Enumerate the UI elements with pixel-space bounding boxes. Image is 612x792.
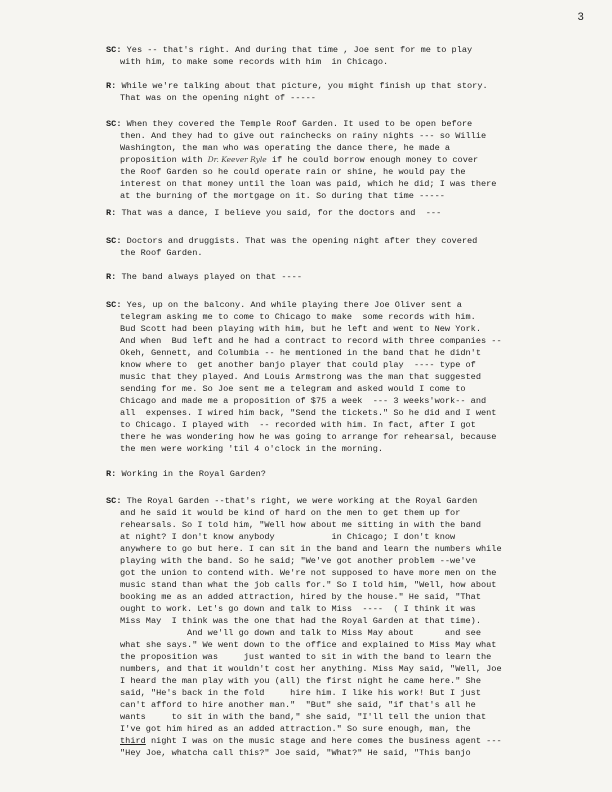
transcript-line: R: Working in the Royal Garden? xyxy=(106,469,266,479)
transcript-line: all expenses. I wired him back, "Send the tickets." So he did and I went xyxy=(120,408,497,418)
transcript-entry xyxy=(106,271,584,283)
transcript-line: know where to get another banjo player that could play ---- type of xyxy=(120,360,476,370)
transcript-line: Washington, the man who was operating the dance there, he made a xyxy=(120,143,451,153)
transcript-line: ought to work. Let's go down and talk to Miss ---- ( I think it was xyxy=(120,604,476,614)
speaker-label: R: xyxy=(106,81,122,91)
transcript-line: And we'll go down and talk to Miss May about and see xyxy=(120,628,481,638)
transcript-line: I've got him hired as an added attraction." So sure enough, man, the xyxy=(120,724,471,734)
transcript-line: the Roof Garden. xyxy=(120,248,203,258)
transcript-line: at the burning of the mortgage on it. So during that time ----- xyxy=(120,191,445,201)
transcript-line: proposition with Dr. Keever Ryle if he could borrow enough money to cover xyxy=(120,155,479,165)
transcript-line: R: That was a dance, I believe you said, for the doctors and --- xyxy=(106,208,442,218)
transcript-line: sending for me. So Joe sent me a telegram and asked would I come to xyxy=(120,384,466,394)
transcript-line: wants to sit in with the band," she said, "I'll tell the union that xyxy=(120,712,487,722)
transcript-line: I heard the man play with you (all) the first night he came here." She xyxy=(120,676,481,686)
transcript-entry xyxy=(106,495,584,759)
transcript-line: R: The band always played on that ---- xyxy=(106,272,302,282)
transcript-line: anywhere to go but here. I can sit in the band and learn the numbers while xyxy=(120,544,502,554)
transcript-line: SC: Yes, up on the balcony. And while playing there Joe Oliver sent a xyxy=(106,300,462,310)
transcript-line: at night? I don't know anybody in Chicago; I don't know xyxy=(120,532,456,542)
transcript-entry xyxy=(106,207,584,219)
transcript-line: Okeh, Gennett, and Columbia -- he mentioned in the band that he didn't xyxy=(120,348,481,358)
transcript-line: Miss May I think was the one that had the Royal Garden at that time). xyxy=(120,616,481,626)
speaker-label: R: xyxy=(106,272,122,282)
transcript-line: telegram asking me to come to Chicago to make some records with him. xyxy=(120,312,476,322)
transcript-line: the proposition was just wanted to sit in with the band to learn the xyxy=(120,652,492,662)
transcript-line: numbers, and that it wouldn't cost her anything. Miss May said, "Well, Joe xyxy=(120,664,502,674)
transcript-line: to Chicago. I played with -- recorded with him. In fact, after I got xyxy=(120,420,476,430)
speaker-label: SC: xyxy=(106,119,127,129)
transcript-line: SC: When they covered the Temple Roof Garden. It used to be open before xyxy=(106,119,473,129)
transcript-line: Chicago and made me a proposition of $75 a week --- 3 weeks'work-- and xyxy=(120,396,487,406)
transcript-line: what she says." We went down to the office and explained to Miss May what xyxy=(120,640,497,650)
transcript-entry xyxy=(106,80,584,104)
speaker-label: R: xyxy=(106,469,122,479)
transcript-line: "Hey Joe, whatcha call this?" Joe said, "What?" He said, "This banjo xyxy=(120,748,471,758)
transcript-line: can't afford to hire another man." "But" she said, "if that's all he xyxy=(120,700,476,710)
transcript-entry xyxy=(106,118,584,202)
transcript-entry xyxy=(106,468,584,480)
transcript-line: third night I was on the music stage and here comes the business agent --- xyxy=(120,736,502,746)
speaker-label: SC: xyxy=(106,45,127,55)
transcript-line: with him, to make some records with him in Chicago. xyxy=(120,57,389,67)
transcript-entry xyxy=(106,44,584,68)
transcript-line: SC: The Royal Garden --that's right, we were working at the Royal Garden xyxy=(106,496,478,506)
transcript-line: the Roof Garden so he could operate rain or shine, he would pay the xyxy=(120,167,466,177)
transcript-line: the men were working 'til 4 o'clock in the morning. xyxy=(120,444,384,454)
transcript-line: and he said it would be kind of hard on the men to get them up for xyxy=(120,508,461,518)
underlined-word: third xyxy=(120,736,146,746)
speaker-label: SC: xyxy=(106,496,127,506)
speaker-label: SC: xyxy=(106,236,127,246)
transcript-line: there he was wondering how he was going to arrange for rehearsal, because xyxy=(120,432,497,442)
transcript-line: got the union to contend with. We're not supposed to have more men on the xyxy=(120,568,497,578)
transcript-line: booking me as an added attraction, hired by the house." He said, "That xyxy=(120,592,481,602)
speaker-label: SC: xyxy=(106,300,127,310)
transcript-line: And when Bud left and he had a contract to record with three companies -- xyxy=(120,336,502,346)
transcript-line: said, "He's back in the fold hire him. I like his work! But I just xyxy=(120,688,481,698)
transcript-line: That was on the opening night of ----- xyxy=(120,93,316,103)
transcript-line: playing with the band. So he said; "We've got another problem --we've xyxy=(120,556,476,566)
handwritten-annotation: Dr. Keever Ryle xyxy=(207,155,267,164)
transcript-line: music stand than what the job calls for." So I told him, "Well, how about xyxy=(120,580,497,590)
transcript-line: R: While we're talking about that picture, you might finish up that story. xyxy=(106,81,488,91)
transcript-line: rehearsals. So I told him, "Well how about me sitting in with the band xyxy=(120,520,481,530)
transcript-line: Bud Scott had been playing with him, but he left and went to New York. xyxy=(120,324,481,334)
transcript-line: then. And they had to give out rainchecks on rainy nights --- so Willie xyxy=(120,131,487,141)
transcript-entry xyxy=(106,235,584,259)
page-number: 3 xyxy=(577,12,584,24)
transcript-line: music that they played. And Louis Armstrong was the man that suggested xyxy=(120,372,481,382)
speaker-label: R: xyxy=(106,208,122,218)
transcript-line: SC: Doctors and druggists. That was the opening night after they covered xyxy=(106,236,478,246)
transcript-entry xyxy=(106,299,584,455)
transcript-line: SC: Yes -- that's right. And during that time , Joe sent for me to play xyxy=(106,45,473,55)
transcript-line: interest on that money until the loan was paid, which he did; I was there xyxy=(120,179,497,189)
